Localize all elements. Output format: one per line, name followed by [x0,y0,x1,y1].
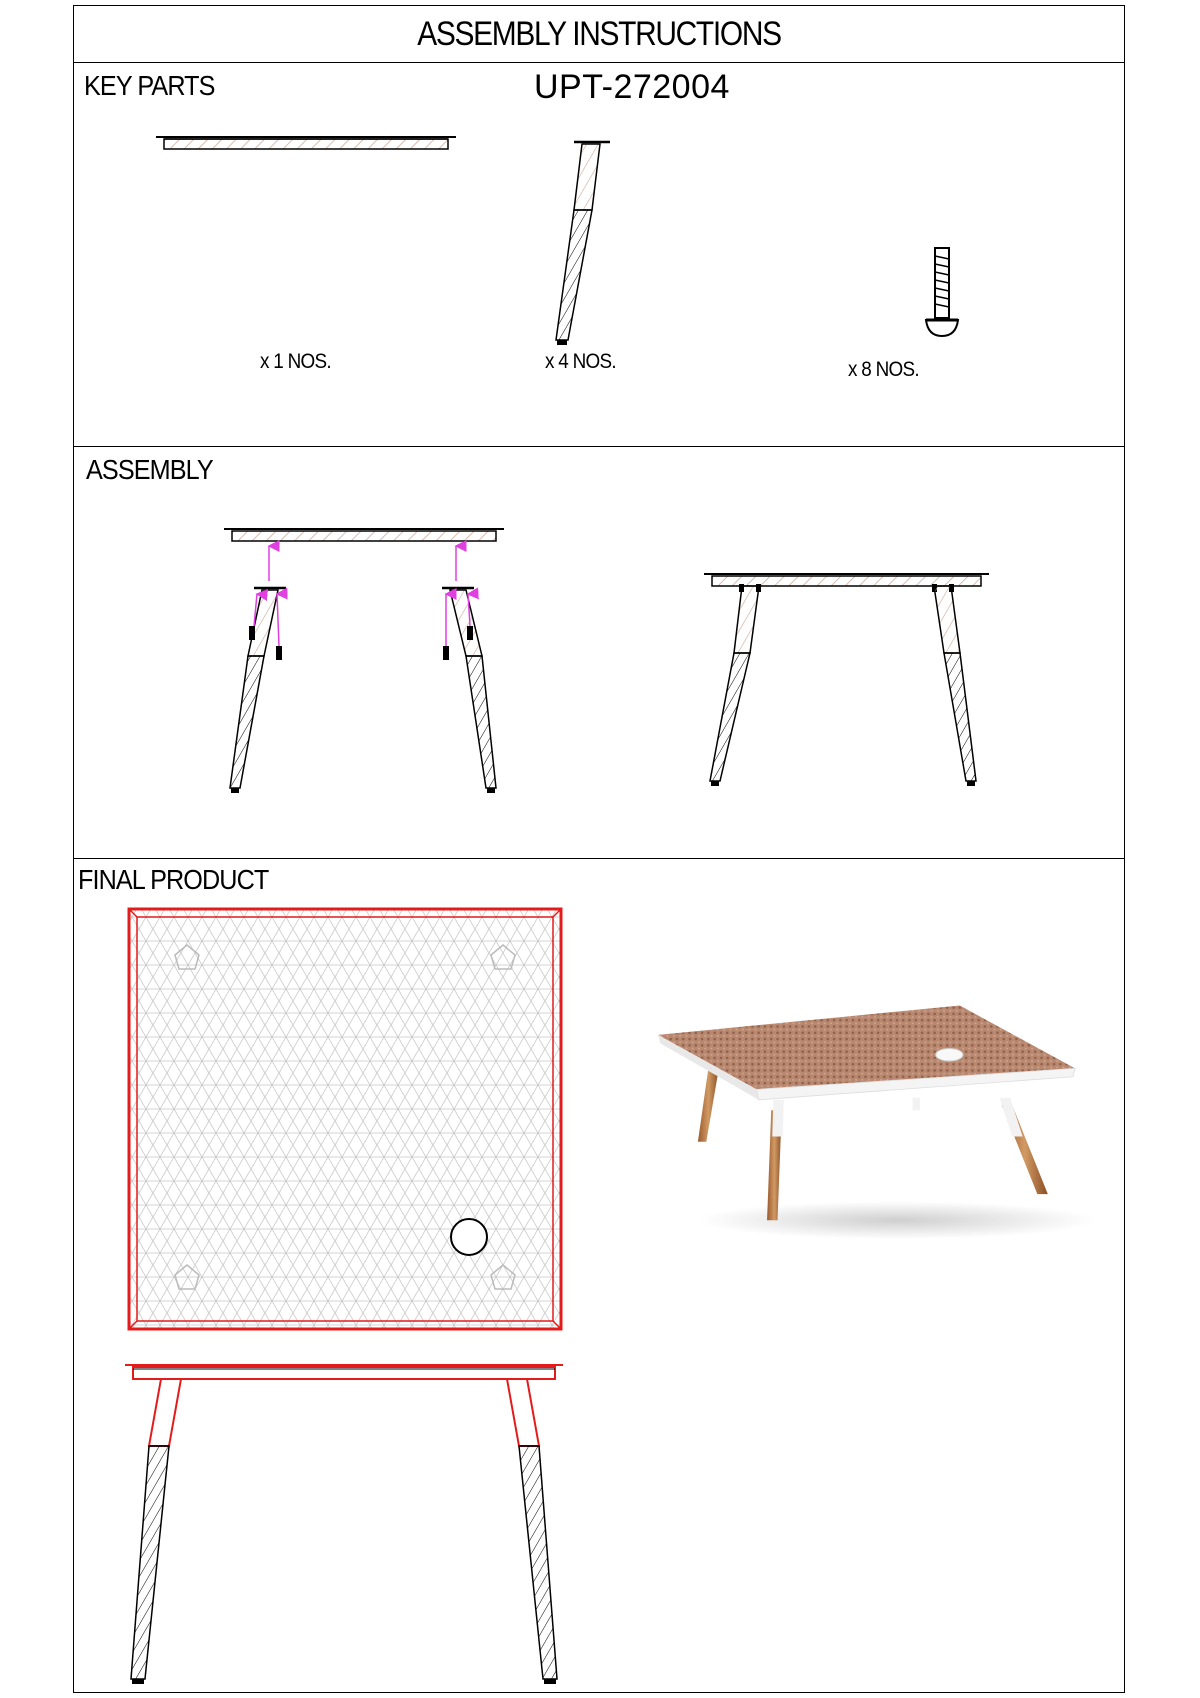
final-side-view-drawing [125,1361,565,1691]
part-quantity-screw: x 8 NOS. [848,358,919,381]
divider [74,858,1124,859]
final-top-view-drawing [125,905,565,1333]
assembly-assembled-drawing [704,571,1004,811]
part-table-top-drawing [156,134,456,164]
section-label-key-parts: KEY PARTS [84,70,215,101]
section-label-final-product: FINAL PRODUCT [78,864,269,895]
part-screw-drawing [922,246,962,341]
page-title: ASSEMBLY INSTRUCTIONS [417,15,781,53]
assembly-exploded-drawing [224,526,524,806]
part-quantity-leg: x 4 NOS. [545,350,616,373]
divider [74,62,1124,63]
divider [74,446,1124,447]
part-quantity-top: x 1 NOS. [260,350,331,373]
model-code: UPT-272004 [534,68,730,106]
part-leg-drawing [554,140,614,350]
section-label-assembly: ASSEMBLY [86,454,213,485]
final-product-photo [656,976,1096,1276]
instruction-sheet [73,5,1125,1693]
